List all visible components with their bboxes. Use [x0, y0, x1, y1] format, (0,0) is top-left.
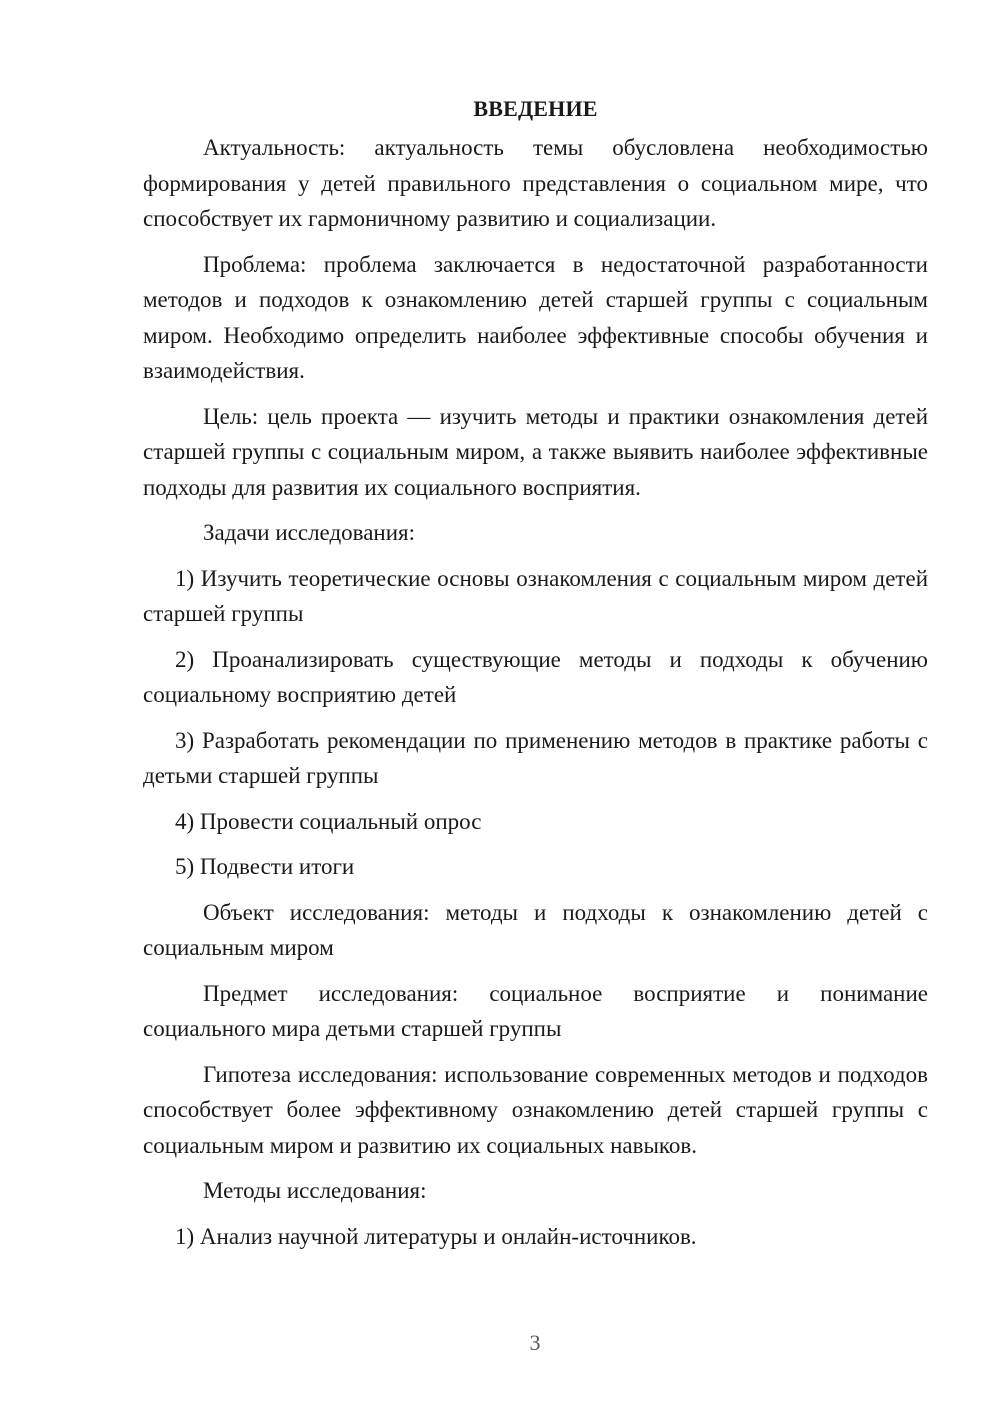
task-item: 5) Подвести итоги [175, 854, 355, 879]
methods-heading: Методы исследования: [203, 1178, 427, 1203]
task-item: 3) Разработать рекомендации по применению методов в практике работы с детьми старшей группы [143, 727, 928, 788]
page-number: 3 [529, 1330, 541, 1355]
task-item: 4) Провести социальный опрос [175, 808, 482, 834]
task-item: 2) Проанализировать существующие методы и подходы к обучению социальному восприятию детей [143, 646, 928, 707]
method-item: 1) Анализ научной литературы и онлайн-источников. [175, 1223, 697, 1249]
object-paragraph: Объект исследования: методы и подходы к ознакомлению детей с социальным миром [143, 899, 928, 960]
section-title: ВВЕДЕНИЕ [473, 96, 598, 121]
goal-paragraph: Цель: цель проекта — изучить методы и практики ознакомления детей старшей группы с социальным миром, а также выявить наиболее эффективные подходы для развития их социального восприятия. [143, 403, 928, 500]
relevance-paragraph: Актуальность: актуальность темы обусловлена необходимостью формирования у детей правильного представления о социальном мире, что способствует их гармоничному развитию и социализации. [143, 135, 928, 231]
task-item: 1) Изучить теоретические основы ознакомления с социальным миром детей старшей группы [143, 565, 928, 626]
hypothesis-paragraph: Гипотеза исследования: использование современных методов и подходов способствует более эффективному ознакомлению детей старшей группы с социальным миром и развитию их социальных навыков. [143, 1061, 928, 1158]
subject-paragraph: Предмет исследования: социальное восприятие и понимание социального мира детьми старшей группы [143, 980, 928, 1041]
problem-paragraph: Проблема: проблема заключается в недостаточной разработанности методов и подходов к ознакомлению детей старшей группы с социальным миром. Необходимо определить наиболее эффективные способы обучения и взаимодействия. [143, 251, 928, 383]
document-page [143, 90, 928, 1254]
tasks-heading: Задачи исследования: [203, 520, 416, 545]
